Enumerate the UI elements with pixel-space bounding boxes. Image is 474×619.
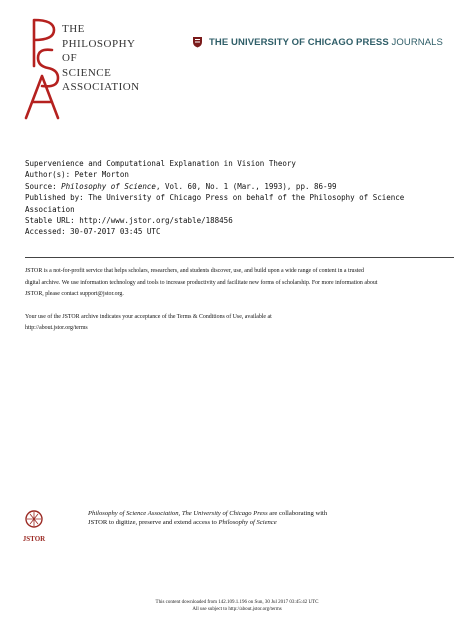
accessed-label: Accessed: xyxy=(25,227,66,237)
partner-line-1 xyxy=(88,509,428,518)
stable-url-label: Stable URL: xyxy=(25,216,75,226)
published-value: The University of Chicago Press on behalf of the Philosophy of Science xyxy=(88,193,405,203)
published-row-cont: Association xyxy=(25,204,75,214)
notice-line: JSTOR, please contact support@jstor.org. xyxy=(25,291,124,297)
partner-journal: Philosophy of Science xyxy=(218,519,277,526)
notice-line: digital archive. We use information technology and tools to increase productivity and facilitate new forms of scholarship. For more information about xyxy=(25,279,378,286)
authors-row xyxy=(25,169,455,180)
source-details: , Vol. 60, No. 1 (Mar., 1993), pp. 86-99 xyxy=(155,181,337,191)
psa-line: THE xyxy=(62,23,85,35)
terms-link[interactable]: http://about.jstor.org/terms xyxy=(25,325,88,331)
jstor-notice xyxy=(25,266,457,346)
footer-line-1: This content downloaded from 142.109.1.196 on Sun, 30 Jul 2017 03:45:42 UTC xyxy=(155,600,319,605)
article-title: Supervenience and Computational Explanation in Vision Theory xyxy=(25,159,296,168)
notice-line: JSTOR is a not-for-profit service that helps scholars, researchers, and students discover, use, and build upon a wide range of content in a trusted xyxy=(25,268,364,274)
psa-line: ASSOCIATION xyxy=(62,81,140,93)
article-metadata xyxy=(25,158,455,238)
psa-line: SCIENCE xyxy=(62,66,112,79)
psa-line: OF xyxy=(62,52,78,64)
stable-url-row xyxy=(25,215,455,226)
divider xyxy=(25,257,454,258)
terms-line: Your use of the JSTOR archive indicates your acceptance of the Terms & Conditions of Use, available at xyxy=(25,313,272,320)
source-journal: Philosophy of Science xyxy=(61,181,156,191)
jstor-logo xyxy=(24,508,44,546)
psa-logo-wordmark xyxy=(62,22,157,95)
published-label: Published by: xyxy=(25,193,84,203)
download-footer xyxy=(0,600,474,613)
partner-text-1: are collaborating with xyxy=(267,510,328,517)
stable-url-link[interactable]: http://www.jstor.org/stable/188456 xyxy=(79,216,233,226)
ucp-journals: JOURNALS xyxy=(391,36,443,48)
partner-line-2 xyxy=(88,518,428,527)
source-row xyxy=(25,181,455,192)
accessed-value: 30-07-2017 03:45 UTC xyxy=(70,227,161,237)
ucp-name: THE UNIVERSITY OF CHICAGO PRESS xyxy=(209,36,389,48)
source-label: Source: xyxy=(25,181,57,191)
authors-value: Peter Morton xyxy=(74,170,129,180)
psa-line: PHILOSOPHY xyxy=(62,37,136,50)
terms-paragraph xyxy=(25,312,457,335)
partner-text-2: JSTOR to digitize, preserve and extend access to xyxy=(88,519,219,526)
ucp-journals-banner xyxy=(192,35,443,49)
published-row xyxy=(25,192,455,203)
authors-label: Author(s): xyxy=(25,170,71,180)
footer-line-2: All use subject to http://about.jstor.org/terms xyxy=(192,606,282,612)
partner-statement xyxy=(88,509,428,527)
ucp-banner-text xyxy=(209,37,443,48)
shield-icon xyxy=(192,36,203,48)
partner-orgs: Philosophy of Science Association, The University of Chicago Press xyxy=(88,510,268,517)
jstor-logo-text: JSTOR xyxy=(22,535,46,543)
accessed-row xyxy=(25,226,455,237)
notice-paragraph xyxy=(25,266,457,301)
